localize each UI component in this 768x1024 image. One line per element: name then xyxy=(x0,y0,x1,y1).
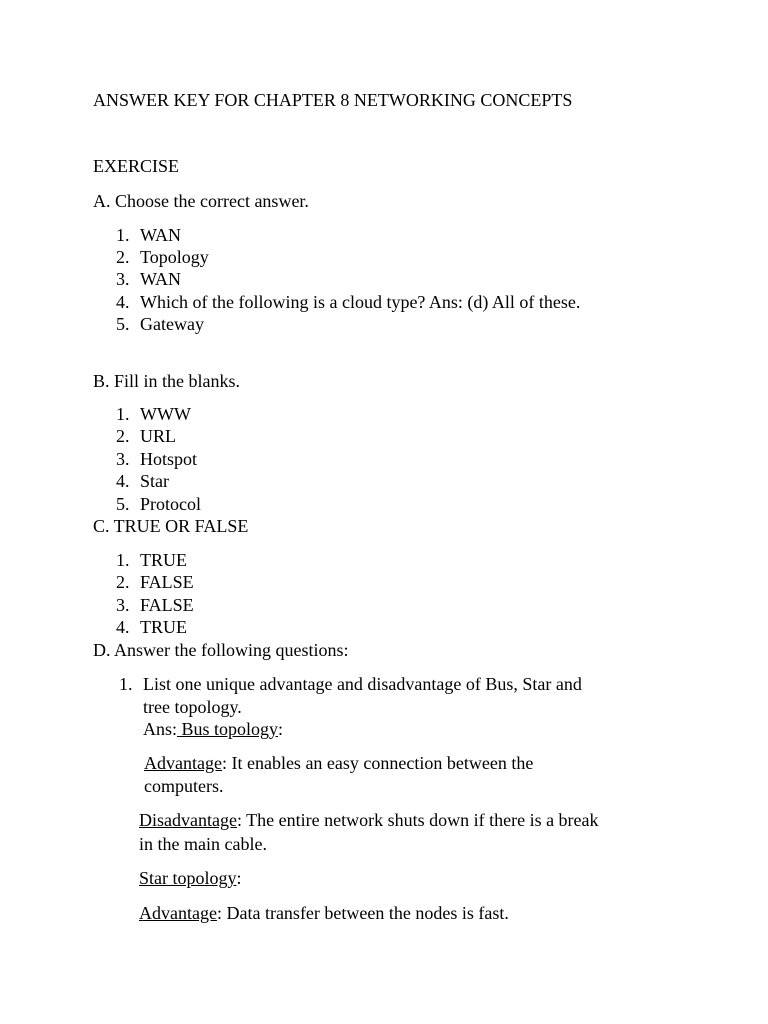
exercise-heading: EXERCISE xyxy=(93,156,180,176)
list-item: 1. WAN xyxy=(116,225,181,245)
list-item: 1. WWW xyxy=(116,404,191,424)
answer-bus-topology: Ans: Bus topology: xyxy=(143,719,284,739)
bus-advantage-continued: computers. xyxy=(144,776,224,796)
star-topology-heading: Star topology: xyxy=(139,868,242,888)
list-item: 4. Star xyxy=(116,471,169,491)
section-d-heading: D. Answer the following questions: xyxy=(93,640,349,660)
list-item: 1. TRUE xyxy=(116,550,187,570)
star-advantage: Advantage: Data transfer between the nodes is fast. xyxy=(139,903,509,923)
section-a-heading: A. Choose the correct answer. xyxy=(93,191,309,211)
list-item: 3. Hotspot xyxy=(116,449,198,469)
section-c-heading: C. TRUE OR FALSE xyxy=(93,516,249,536)
bus-disadvantage: Disadvantage: The entire network shuts down if there is a break xyxy=(139,810,599,830)
list-item: 2. Topology xyxy=(116,247,209,267)
bus-disadvantage-continued: in the main cable. xyxy=(139,834,267,854)
page-title: ANSWER KEY FOR CHAPTER 8 NETWORKING CONCEPTS xyxy=(93,90,573,110)
list-item: 5. Protocol xyxy=(116,494,201,514)
question-1: 1. List one unique advantage and disadvantage of Bus, Star and xyxy=(119,674,582,694)
section-b-heading: B. Fill in the blanks. xyxy=(93,371,241,391)
list-item: 3. WAN xyxy=(116,269,181,289)
bus-advantage: Advantage: It enables an easy connection between the xyxy=(144,753,534,773)
list-item: 4. Which of the following is a cloud type? Ans: (d) All of these. xyxy=(116,292,581,312)
list-item: 3. FALSE xyxy=(116,595,194,615)
list-item: 2. FALSE xyxy=(116,572,194,592)
list-item: 4. TRUE xyxy=(116,617,187,637)
list-item: 5. Gateway xyxy=(116,314,204,334)
question-1-continued: tree topology. xyxy=(143,697,242,717)
list-item: 2. URL xyxy=(116,426,176,446)
